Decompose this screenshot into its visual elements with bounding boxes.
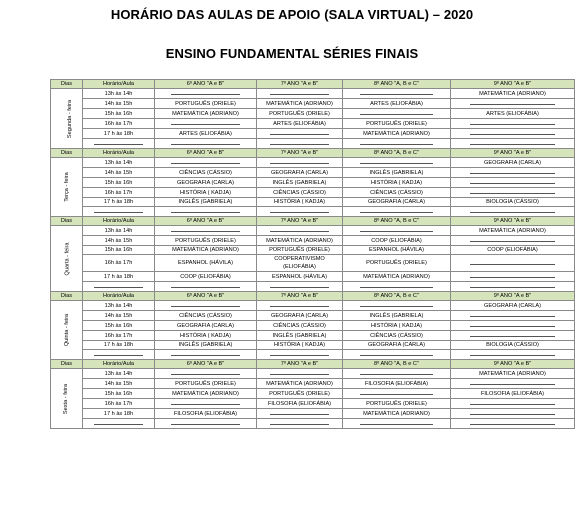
class-cell xyxy=(155,282,257,292)
blank-line xyxy=(171,207,240,213)
day-label-cell xyxy=(51,89,83,149)
class-cell xyxy=(451,311,575,321)
class-cell xyxy=(257,139,343,149)
day-label-cell xyxy=(51,226,83,292)
table-row xyxy=(51,389,575,399)
class-cell xyxy=(343,207,451,217)
class-cell xyxy=(155,89,257,99)
class-cell xyxy=(257,207,343,217)
class-cell xyxy=(451,99,575,109)
class-cell: MATEMÁTICA (ADRIANO) xyxy=(155,389,257,399)
class-cell: HISTÓRIA ( KADJA) xyxy=(257,198,343,207)
class-cell: CIÊNCIAS (CÁSSIO) xyxy=(343,331,451,341)
header-class-col: 8º ANO "A, B e C" xyxy=(343,217,451,226)
blank-line xyxy=(360,301,434,307)
table-row xyxy=(51,178,575,188)
class-cell xyxy=(451,178,575,188)
class-cell xyxy=(451,282,575,292)
header-horario: Horário/Aula xyxy=(83,217,155,226)
class-cell: INGLÊS (GABRIELA) xyxy=(155,198,257,207)
blank-line xyxy=(360,109,434,115)
class-cell xyxy=(155,139,257,149)
time-slot-cell: 17 h às 18h xyxy=(83,341,155,350)
header-dias: Dias xyxy=(51,80,83,89)
table-row xyxy=(51,282,575,292)
blank-line xyxy=(270,226,328,232)
header-class-col: 7º ANO "A e B" xyxy=(257,149,343,158)
table-row xyxy=(51,188,575,198)
class-cell xyxy=(451,321,575,331)
class-cell xyxy=(343,301,451,311)
class-cell: MATEMÁTICA (ADRIANO) xyxy=(343,129,451,139)
class-cell xyxy=(451,399,575,409)
class-cell: CIÊNCIAS (CÁSSIO) xyxy=(257,188,343,198)
day-label: Quarta - feira xyxy=(64,242,71,275)
blank-line xyxy=(470,311,555,317)
table-row xyxy=(51,419,575,429)
class-cell: INGLÊS (GABRIELA) xyxy=(343,311,451,321)
time-slot-cell: 14h às 15h xyxy=(83,99,155,109)
class-cell: COOP (ELIOFÁBIA) xyxy=(451,246,575,255)
table-row xyxy=(51,379,575,389)
header-dias: Dias xyxy=(51,217,83,226)
blank-line xyxy=(94,139,142,145)
table-header-row xyxy=(51,149,575,158)
table-row xyxy=(51,168,575,178)
class-cell: GEOGRAFIA (CARLA) xyxy=(257,311,343,321)
table-row xyxy=(51,311,575,321)
header-class-col: 8º ANO "A, B e C" xyxy=(343,80,451,89)
class-cell: MATEMÁTICA (ADRIANO) xyxy=(451,369,575,379)
header-class-col: 8º ANO "A, B e C" xyxy=(343,292,451,301)
class-cell xyxy=(451,255,575,272)
blank-line xyxy=(94,350,142,356)
class-cell xyxy=(155,158,257,168)
blank-line xyxy=(360,139,434,145)
header-class-col: 9º ANO "A e B" xyxy=(451,149,575,158)
table-header-row xyxy=(51,80,575,89)
table-row xyxy=(51,341,575,350)
class-cell xyxy=(155,419,257,429)
blank-line xyxy=(470,379,555,385)
time-slot-cell: 14h às 15h xyxy=(83,379,155,389)
blank-line xyxy=(470,188,555,194)
time-slot-cell: 15h às 16h xyxy=(83,109,155,119)
class-cell xyxy=(451,350,575,360)
table-row xyxy=(51,321,575,331)
class-cell: GEOGRAFIA (CARLA) xyxy=(343,341,451,350)
class-cell xyxy=(451,379,575,389)
blank-line xyxy=(470,399,555,405)
table-row xyxy=(51,369,575,379)
header-class-col: 7º ANO "A e B" xyxy=(257,292,343,301)
class-cell xyxy=(257,158,343,168)
class-cell: MATEMÁTICA (ADRIANO) xyxy=(155,109,257,119)
table-row xyxy=(51,350,575,360)
class-cell: HISTÓRIA ( KADJA) xyxy=(343,321,451,331)
blank-line xyxy=(171,226,240,232)
class-cell: PORTUGUÊS (DRIELE) xyxy=(343,255,451,272)
blank-line xyxy=(470,321,555,327)
header-class-col: 6º ANO "A e B" xyxy=(155,292,257,301)
header-class-col: 7º ANO "A e B" xyxy=(257,360,343,369)
table-row xyxy=(51,226,575,236)
blank-line xyxy=(470,272,555,278)
table-row xyxy=(51,399,575,409)
class-cell: FILOSOFIA (ELIOFÁBIA) xyxy=(155,409,257,419)
class-cell xyxy=(257,369,343,379)
time-slot-cell: 15h às 16h xyxy=(83,321,155,331)
class-cell: CIÊNCIAS (CÁSSIO) xyxy=(257,321,343,331)
time-slot-cell: 15h às 16h xyxy=(83,178,155,188)
header-class-col: 8º ANO "A, B e C" xyxy=(343,360,451,369)
blank-line xyxy=(171,89,240,95)
table-row xyxy=(51,109,575,119)
class-cell xyxy=(343,389,451,399)
blank-line xyxy=(360,226,434,232)
day-label-cell xyxy=(51,301,83,360)
time-slot-cell: 16h às 17h xyxy=(83,331,155,341)
class-cell xyxy=(451,409,575,419)
class-cell: ARTES (ELIOFÁBIA) xyxy=(343,99,451,109)
blank-line xyxy=(270,89,328,95)
class-cell: PORTUGUÊS (DRIELE) xyxy=(257,246,343,255)
table-row xyxy=(51,207,575,217)
class-cell xyxy=(155,119,257,129)
header-class-col: 7º ANO "A e B" xyxy=(257,217,343,226)
time-slot-cell: 15h às 16h xyxy=(83,246,155,255)
blank-line xyxy=(270,129,328,135)
class-cell xyxy=(155,369,257,379)
blank-line xyxy=(270,350,328,356)
header-horario: Horário/Aula xyxy=(83,80,155,89)
class-cell: PORTUGUÊS (DRIELE) xyxy=(257,109,343,119)
class-cell: HISTÓRIA ( KADJA) xyxy=(155,331,257,341)
class-cell: COOP (ELIOFÁBIA) xyxy=(343,236,451,246)
header-horario: Horário/Aula xyxy=(83,149,155,158)
time-slot-cell: 13h às 14h xyxy=(83,158,155,168)
class-cell: CIÊNCIAS (CÁSSIO) xyxy=(155,168,257,178)
blank-line xyxy=(171,350,240,356)
time-slot-cell: 16h às 17h xyxy=(83,119,155,129)
class-cell xyxy=(343,89,451,99)
blank-line xyxy=(94,282,142,288)
table-header-row xyxy=(51,217,575,226)
class-cell xyxy=(343,350,451,360)
day-label: Quinta - feira xyxy=(64,313,71,347)
class-cell xyxy=(451,272,575,282)
day-label: Segunda - feira xyxy=(67,99,74,138)
class-cell xyxy=(451,188,575,198)
table-header-row xyxy=(51,360,575,369)
class-cell xyxy=(257,409,343,419)
header-class-col: 9º ANO "A e B" xyxy=(451,360,575,369)
time-slot-cell: 13h às 14h xyxy=(83,89,155,99)
class-cell: BIOLOGIA (CÁSSIO) xyxy=(451,341,575,350)
class-cell: GEOGRAFIA (CARLA) xyxy=(451,301,575,311)
table-row xyxy=(51,236,575,246)
class-cell: MATEMÁTICA (ADRIANO) xyxy=(343,272,451,282)
blank-line xyxy=(270,139,328,145)
class-cell: INGLÊS (GABRIELA) xyxy=(343,168,451,178)
blank-line xyxy=(470,119,555,125)
time-slot-cell xyxy=(83,282,155,292)
header-dias: Dias xyxy=(51,149,83,158)
class-cell xyxy=(257,89,343,99)
class-cell: GEOGRAFIA (CARLA) xyxy=(343,198,451,207)
header-class-col: 6º ANO "A e B" xyxy=(155,217,257,226)
class-cell: ESPANHOL (HÁVILA) xyxy=(155,255,257,272)
class-cell: PORTUGUÊS (DRIELE) xyxy=(155,379,257,389)
blank-line xyxy=(470,259,555,265)
table-header-row xyxy=(51,292,575,301)
class-cell: ARTES (ELIOFÁBIA) xyxy=(257,119,343,129)
class-cell xyxy=(257,129,343,139)
time-slot-cell: 17 h às 18h xyxy=(83,129,155,139)
class-cell: INGLÊS (GABRIELA) xyxy=(257,331,343,341)
table-row xyxy=(51,272,575,282)
time-slot-cell: 13h às 14h xyxy=(83,301,155,311)
class-cell xyxy=(155,350,257,360)
blank-line xyxy=(360,389,434,395)
header-dias: Dias xyxy=(51,292,83,301)
blank-line xyxy=(360,282,434,288)
class-cell: ESPANHOL (HÁVILA) xyxy=(257,272,343,282)
table-row xyxy=(51,246,575,255)
class-cell: INGLÊS (GABRIELA) xyxy=(257,178,343,188)
class-cell: PORTUGUÊS (DRIELE) xyxy=(155,236,257,246)
class-cell: HISTÓRIA ( KADJA) xyxy=(257,341,343,350)
blank-line xyxy=(470,282,555,288)
class-cell: CIÊNCIAS (CÁSSIO) xyxy=(343,188,451,198)
class-cell: COOPERATIVISMO (ELIOFÁBIA) xyxy=(257,255,343,272)
time-slot-cell: 14h às 15h xyxy=(83,168,155,178)
class-cell xyxy=(257,301,343,311)
class-cell: GEOGRAFIA (CARLA) xyxy=(451,158,575,168)
class-cell xyxy=(343,419,451,429)
blank-line xyxy=(171,301,240,307)
class-cell: FILOSOFIA (ELIOFÁBIA) xyxy=(257,399,343,409)
blank-line xyxy=(270,207,328,213)
class-cell xyxy=(155,226,257,236)
class-cell xyxy=(155,207,257,217)
header-class-col: 8º ANO "A, B e C" xyxy=(343,149,451,158)
blank-line xyxy=(270,369,328,375)
document-subtitle: ENSINO FUNDAMENTAL SÉRIES FINAIS xyxy=(165,46,419,61)
table-row xyxy=(51,99,575,109)
time-slot-cell: 17 h às 18h xyxy=(83,198,155,207)
blank-line xyxy=(94,207,142,213)
class-cell xyxy=(343,109,451,119)
day-label: Terça - feira xyxy=(63,172,70,202)
class-cell: HISTÓRIA ( KADJA) xyxy=(155,188,257,198)
class-cell: MATEMÁTICA (ADRIANO) xyxy=(343,409,451,419)
header-class-col: 7º ANO "A e B" xyxy=(257,80,343,89)
header-class-col: 9º ANO "A e B" xyxy=(451,80,575,89)
blank-line xyxy=(470,419,555,425)
class-cell: HISTÓRIA ( KADJA) xyxy=(343,178,451,188)
blank-line xyxy=(270,301,328,307)
blank-line xyxy=(171,158,240,164)
class-cell: INGLÊS (GABRIELA) xyxy=(155,341,257,350)
blank-line xyxy=(470,178,555,184)
class-cell xyxy=(343,369,451,379)
table-row xyxy=(51,119,575,129)
class-cell: PORTUGUÊS (DRIELE) xyxy=(343,399,451,409)
class-cell xyxy=(155,399,257,409)
blank-line xyxy=(470,99,555,105)
class-cell xyxy=(451,139,575,149)
blank-line xyxy=(94,419,142,425)
header-class-col: 6º ANO "A e B" xyxy=(155,80,257,89)
blank-line xyxy=(270,158,328,164)
blank-line xyxy=(360,207,434,213)
blank-line xyxy=(270,419,328,425)
class-cell xyxy=(155,301,257,311)
blank-line xyxy=(360,89,434,95)
class-cell: FILOSOFIA (ELIOFÁBIA) xyxy=(343,379,451,389)
header-horario: Horário/Aula xyxy=(83,360,155,369)
time-slot-cell xyxy=(83,207,155,217)
class-cell: ARTES (ELIOFÁBIA) xyxy=(451,109,575,119)
blank-line xyxy=(270,282,328,288)
time-slot-cell: 17 h às 18h xyxy=(83,409,155,419)
blank-line xyxy=(171,399,240,405)
blank-line xyxy=(470,139,555,145)
table-row xyxy=(51,331,575,341)
class-cell xyxy=(257,419,343,429)
day-label-cell xyxy=(51,369,83,429)
header-class-col: 9º ANO "A e B" xyxy=(451,217,575,226)
class-cell: PORTUGUÊS (DRIELE) xyxy=(155,99,257,109)
class-cell: PORTUGUÊS (DRIELE) xyxy=(343,119,451,129)
class-cell xyxy=(343,158,451,168)
class-cell xyxy=(343,226,451,236)
time-slot-cell xyxy=(83,139,155,149)
class-cell: FILOSOFIA (ELIOFÁBIA) xyxy=(451,389,575,399)
time-slot-cell: 14h às 15h xyxy=(83,236,155,246)
blank-line xyxy=(171,369,240,375)
class-cell: MATEMÁTICA (ADRIANO) xyxy=(451,226,575,236)
class-cell: CIÊNCIAS (CÁSSIO) xyxy=(155,311,257,321)
blank-line xyxy=(470,409,555,415)
class-cell: ARTES (ELIOFÁBIA) xyxy=(155,129,257,139)
time-slot-cell: 13h às 14h xyxy=(83,369,155,379)
document-title: HORÁRIO DAS AULAS DE APOIO (SALA VIRTUAL) – 2020 xyxy=(110,7,474,22)
class-cell: MATEMÁTICA (ADRIANO) xyxy=(257,236,343,246)
blank-line xyxy=(470,207,555,213)
header-horario: Horário/Aula xyxy=(83,292,155,301)
blank-line xyxy=(360,350,434,356)
class-cell xyxy=(451,129,575,139)
class-cell xyxy=(451,207,575,217)
time-slot-cell: 16h às 17h xyxy=(83,399,155,409)
blank-line xyxy=(171,419,240,425)
header-class-col: 6º ANO "A e B" xyxy=(155,360,257,369)
class-cell: MATEMÁTICA (ADRIANO) xyxy=(451,89,575,99)
blank-line xyxy=(171,139,240,145)
blank-line xyxy=(171,282,240,288)
class-cell xyxy=(343,139,451,149)
class-cell xyxy=(451,119,575,129)
blank-line xyxy=(270,409,328,415)
time-slot-cell: 14h às 15h xyxy=(83,311,155,321)
table-row xyxy=(51,139,575,149)
class-cell: GEOGRAFIA (CARLA) xyxy=(155,321,257,331)
class-cell: ESPANHOL (HÁVILA) xyxy=(343,246,451,255)
blank-line xyxy=(171,119,240,125)
blank-line xyxy=(360,369,434,375)
time-slot-cell xyxy=(83,350,155,360)
blank-line xyxy=(360,419,434,425)
class-cell xyxy=(451,236,575,246)
class-cell: MATEMÁTICA (ADRIANO) xyxy=(257,99,343,109)
blank-line xyxy=(470,236,555,242)
table-row xyxy=(51,89,575,99)
table-row xyxy=(51,129,575,139)
table-row xyxy=(51,301,575,311)
blank-line xyxy=(470,168,555,174)
class-cell: MATEMÁTICA (ADRIANO) xyxy=(155,246,257,255)
day-label-cell xyxy=(51,158,83,217)
class-cell xyxy=(451,168,575,178)
day-label: Sexta - feira xyxy=(63,383,70,414)
table-row xyxy=(51,409,575,419)
blank-line xyxy=(360,158,434,164)
blank-line xyxy=(470,331,555,337)
table-row xyxy=(51,158,575,168)
header-class-col: 6º ANO "A e B" xyxy=(155,149,257,158)
class-cell: GEOGRAFIA (CARLA) xyxy=(257,168,343,178)
blank-line xyxy=(470,350,555,356)
time-slot-cell: 15h às 16h xyxy=(83,389,155,399)
schedule-table xyxy=(50,79,575,429)
class-cell: COOP (ELIOFÁBIA) xyxy=(155,272,257,282)
class-cell: MATEMÁTICA (ADRIANO) xyxy=(257,379,343,389)
class-cell: GEOGRAFIA (CARLA) xyxy=(155,178,257,188)
class-cell xyxy=(343,282,451,292)
time-slot-cell xyxy=(83,419,155,429)
time-slot-cell: 16h às 17h xyxy=(83,255,155,272)
time-slot-cell: 16h às 17h xyxy=(83,188,155,198)
blank-line xyxy=(470,129,555,135)
time-slot-cell: 13h às 14h xyxy=(83,226,155,236)
class-cell xyxy=(451,331,575,341)
class-cell xyxy=(257,350,343,360)
time-slot-cell: 17 h às 18h xyxy=(83,272,155,282)
class-cell: PORTUGUÊS (DRIELE) xyxy=(257,389,343,399)
class-cell: BIOLOGIA (CÁSSIO) xyxy=(451,198,575,207)
table-row xyxy=(51,255,575,272)
class-cell xyxy=(451,419,575,429)
table-row xyxy=(51,198,575,207)
class-cell xyxy=(257,226,343,236)
header-class-col: 9º ANO "A e B" xyxy=(451,292,575,301)
header-dias: Dias xyxy=(51,360,83,369)
class-cell xyxy=(257,282,343,292)
